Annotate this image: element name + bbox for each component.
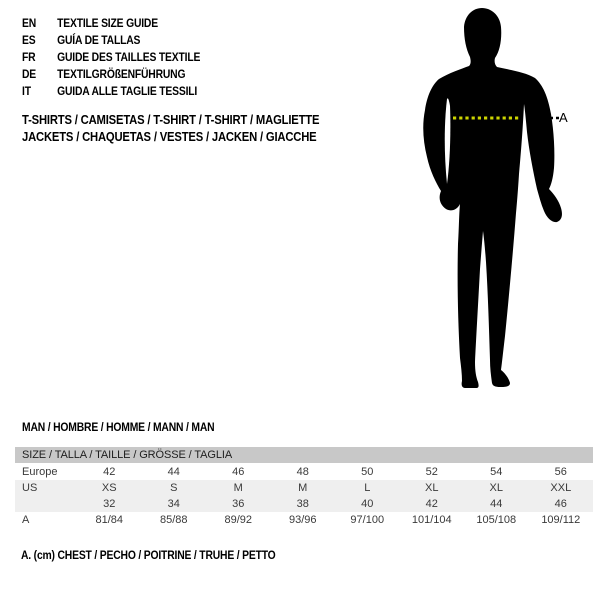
size-table	[15, 447, 593, 528]
category-list	[22, 112, 319, 146]
table-row-europe	[15, 464, 593, 481]
row-label: US	[15, 480, 77, 496]
cell: 44	[167, 466, 180, 478]
measurement-footnote: A. (cm) CHEST / PECHO / POITRINE / TRUHE / PETTO	[21, 550, 276, 562]
language-title: GUIDA ALLE TAGLIE TESSILI	[57, 86, 198, 98]
cell: 50	[361, 466, 374, 478]
cell: 85/88	[159, 514, 188, 526]
language-row	[22, 67, 200, 84]
cell: 81/84	[95, 514, 124, 526]
cell: 101/104	[411, 514, 452, 526]
cell: 32	[77, 496, 142, 512]
cell: 36	[206, 496, 271, 512]
language-row	[22, 33, 200, 50]
cell: 46	[232, 466, 245, 478]
cell: 89/92	[224, 514, 253, 526]
cell: S	[142, 480, 207, 496]
cell: XL	[464, 480, 529, 496]
cell: 93/96	[288, 514, 317, 526]
cell: 34	[142, 496, 207, 512]
language-row	[22, 50, 200, 67]
row-label: A	[22, 514, 30, 526]
language-code: FR	[22, 52, 36, 64]
cell: 54	[490, 466, 503, 478]
size-table-header: SIZE / TALLA / TAILLE / GRÖSSE / TAGLIA	[15, 447, 593, 464]
cell: XXL	[529, 480, 594, 496]
language-title: GUÍA DE TALLAS	[57, 35, 141, 47]
cell: M	[271, 480, 336, 496]
cell: L	[335, 480, 400, 496]
man-silhouette-figure	[395, 4, 573, 396]
category-line-jackets: JACKETS / CHAQUETAS / VESTES / JACKEN / GIACCHE	[22, 130, 317, 144]
language-row	[22, 16, 200, 33]
table-row-chest-a	[15, 512, 593, 528]
language-code: DE	[22, 69, 37, 81]
cell: 105/108	[476, 514, 517, 526]
cell: 44	[464, 496, 529, 512]
cell: XS	[77, 480, 142, 496]
language-title: TEXTILGRÖßENFÜHRUNG	[57, 69, 186, 81]
cell: 38	[271, 496, 336, 512]
cell: 56	[554, 466, 567, 478]
category-line-tshirts: T-SHIRTS / CAMISETAS / T-SHIRT / T-SHIRT / MAGLIETTE	[22, 113, 320, 127]
table-row-us-numeric	[15, 496, 593, 512]
cell: 40	[335, 496, 400, 512]
language-list	[22, 16, 200, 101]
language-code: ES	[22, 35, 36, 47]
row-label	[15, 496, 77, 512]
cell: M	[206, 480, 271, 496]
cell: XL	[400, 480, 465, 496]
man-silhouette	[423, 8, 562, 388]
cell: 42	[400, 496, 465, 512]
cell: 46	[529, 496, 594, 512]
cell: 52	[425, 466, 438, 478]
section-title-man: MAN / HOMBRE / HOMME / MANN / MAN	[22, 422, 215, 434]
language-code: IT	[22, 86, 31, 98]
cell: 48	[296, 466, 309, 478]
measure-a-label: A	[559, 110, 568, 125]
language-code: EN	[22, 18, 37, 30]
language-title: TEXTILE SIZE GUIDE	[57, 18, 158, 30]
row-label: Europe	[22, 466, 58, 478]
cell: 97/100	[350, 514, 385, 526]
language-row	[22, 84, 200, 101]
table-row-us	[15, 480, 593, 496]
cell: 109/112	[541, 514, 581, 526]
size-table-header-row	[15, 447, 593, 464]
language-title: GUIDE DES TAILLES TEXTILE	[57, 52, 201, 64]
cell: 42	[103, 466, 116, 478]
